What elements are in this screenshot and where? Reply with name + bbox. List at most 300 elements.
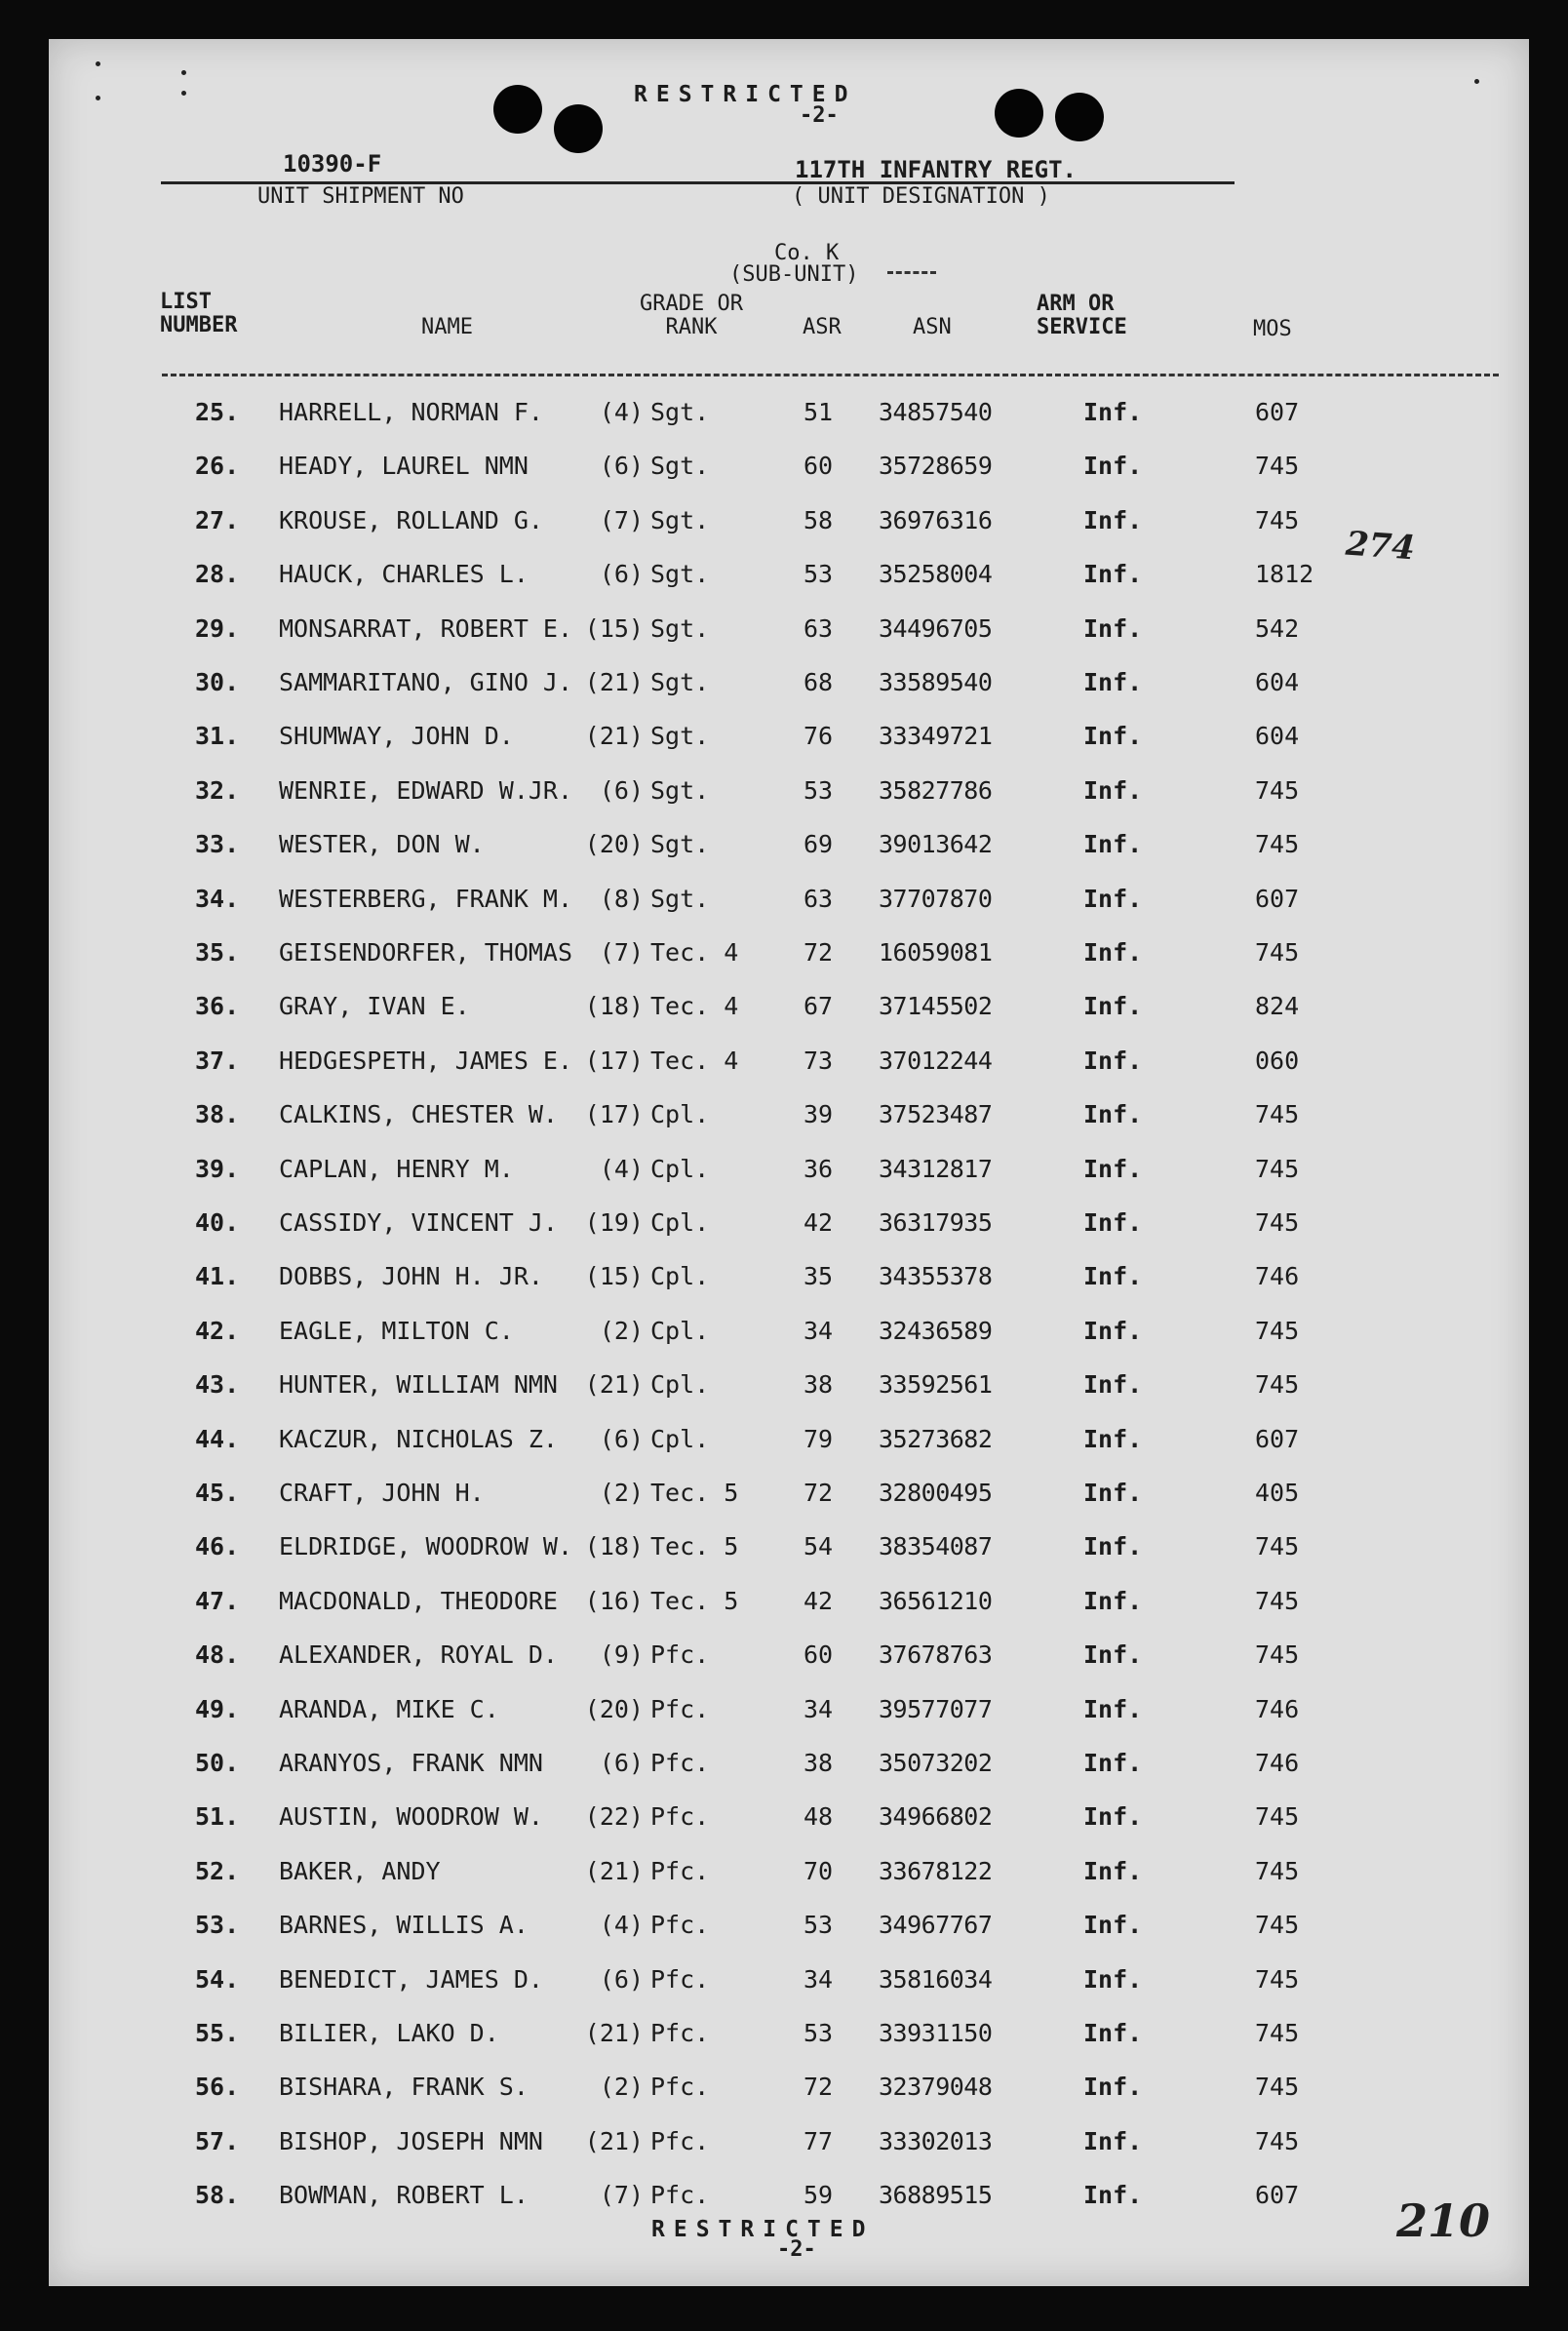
army-serial-number: 35273682 [879,1424,993,1453]
army-serial-number: 35827786 [879,775,993,805]
army-serial-number: 35816034 [879,1964,993,1994]
roster-code: (21) [584,1856,644,1885]
speck [96,96,100,100]
soldier-name: WESTER, DON W. [279,830,485,859]
army-serial-number: 38354087 [879,1532,993,1561]
grade-rank: Cpl. [650,1100,710,1129]
asr-score: 79 [804,1424,834,1453]
roster-code: (16) [584,1586,644,1615]
mos-code: 824 [1255,992,1300,1021]
soldier-name: BISHOP, JOSEPH NMN [279,2126,543,2155]
list-number: 52. [195,1856,240,1885]
table-row [49,2073,1529,2126]
arm-service: Inf. [1083,1586,1143,1615]
table-row [49,1155,1529,1208]
army-serial-number: 35258004 [879,560,993,589]
roster-code: (18) [584,1532,644,1561]
asr-score: 77 [804,2126,834,2155]
army-serial-number: 32800495 [879,1479,993,1507]
punch-hole-left-2 [554,104,603,153]
soldier-name: BARNES, WILLIS A. [279,1911,529,1940]
grade-rank: Pfc. [650,1640,710,1670]
asr-score: 51 [804,398,834,426]
roster-code: (21) [584,2126,644,2155]
soldier-name: CASSIDY, VINCENT J. [279,1208,558,1237]
soldier-name: AUSTIN, WOODROW W. [279,1802,543,1832]
mos-code: 745 [1255,775,1300,805]
table-row [49,1047,1529,1100]
arm-service: Inf. [1083,1262,1143,1291]
mos-code: 607 [1255,1424,1300,1453]
grade-rank: Sgt. [650,884,710,913]
grade-rank: Pfc. [650,1856,710,1885]
grade-rank: Tec. 5 [650,1586,739,1615]
margin-note: 274 [1344,524,1417,569]
list-number: 47. [195,1586,240,1615]
arm-service: Inf. [1083,2019,1143,2047]
arm-service: Inf. [1083,1640,1143,1670]
table-row [49,1695,1529,1749]
table-row [49,1425,1529,1479]
grade-rank: Pfc. [650,2181,710,2210]
asr-score: 54 [804,1532,834,1561]
grade-rank: Sgt. [650,505,710,534]
mos-code: 405 [1255,1479,1300,1507]
army-serial-number: 34967767 [879,1911,993,1940]
asr-score: 63 [804,613,834,643]
asr-score: 42 [804,1586,834,1615]
list-number: 27. [195,505,240,534]
soldier-name: WESTERBERG, FRANK M. [279,884,573,913]
roster-code: (20) [584,1694,644,1723]
list-number: 39. [195,1154,240,1183]
roster-code: (2) [599,1316,644,1345]
grade-rank: Pfc. [650,1911,710,1940]
army-serial-number: 37707870 [879,884,993,913]
mos-code: 745 [1255,938,1300,967]
grade-rank: Pfc. [650,1749,710,1777]
mos-code: 745 [1255,1911,1300,1940]
list-number: 37. [195,1046,240,1075]
army-serial-number: 34496705 [879,613,993,643]
arm-service: Inf. [1083,1802,1143,1832]
roster-code: (6) [599,1964,644,1994]
table-row [49,992,1529,1046]
army-serial-number: 36317935 [879,1208,993,1237]
table-row [49,1532,1529,1586]
grade-rank: Tec. 4 [650,1046,739,1075]
list-number: 45. [195,1479,240,1507]
roster-code: (21) [584,722,644,751]
mos-code: 745 [1255,1802,1300,1832]
roster-code: (2) [599,1479,644,1507]
arm-service: Inf. [1083,722,1143,751]
asr-score: 58 [804,505,834,534]
list-number: 32. [195,775,240,805]
army-serial-number: 36889515 [879,2181,993,2210]
table-row [49,1208,1529,1262]
mos-code: 746 [1255,1694,1300,1723]
mos-code: 745 [1255,2073,1300,2102]
grade-rank: Sgt. [650,560,710,589]
roster-code: (4) [599,398,644,426]
army-serial-number: 33302013 [879,2126,993,2155]
grade-rank: Sgt. [650,775,710,805]
grade-rank: Pfc. [650,1802,710,1832]
army-serial-number: 33589540 [879,668,993,696]
list-number: 38. [195,1100,240,1129]
asr-score: 48 [804,1802,834,1832]
arm-service: Inf. [1083,1749,1143,1777]
list-number: 25. [195,398,240,426]
grade-rank: Cpl. [650,1316,710,1345]
mos-code: 604 [1255,722,1300,751]
grade-rank: Tec. 5 [650,1479,739,1507]
roster-code: (7) [599,505,644,534]
army-serial-number: 39577077 [879,1694,993,1723]
roster-code: (19) [584,1208,644,1237]
asr-score: 38 [804,1749,834,1777]
asr-score: 39 [804,1100,834,1129]
grade-rank: Cpl. [650,1424,710,1453]
list-number: 55. [195,2019,240,2047]
roster-code: (21) [584,2019,644,2047]
arm-service: Inf. [1083,992,1143,1021]
list-number: 43. [195,1370,240,1400]
roster-code: (20) [584,830,644,859]
list-number: 42. [195,1316,240,1345]
roster-code: (9) [599,1640,644,1670]
list-number: 41. [195,1262,240,1291]
asr-score: 67 [804,992,834,1021]
mos-code: 745 [1255,2126,1300,2155]
soldier-name: BILIER, LAKO D. [279,2019,499,2047]
soldier-name: BOWMAN, ROBERT L. [279,2181,529,2210]
roster-code: (6) [599,1424,644,1453]
soldier-name: BISHARA, FRANK S. [279,2073,529,2102]
column-header-grade: GRADE OR RANK [640,292,743,339]
army-serial-number: 32379048 [879,2073,993,2102]
list-number: 57. [195,2126,240,2155]
asr-score: 60 [804,1640,834,1670]
arm-service: Inf. [1083,2073,1143,2102]
roster-code: (15) [584,1262,644,1291]
asr-score: 70 [804,1856,834,1885]
list-number: 30. [195,668,240,696]
soldier-name: SHUMWAY, JOHN D. [279,722,514,751]
speck [181,91,186,96]
grade-rank: Tec. 4 [650,992,739,1021]
grade-rank: Cpl. [650,1262,710,1291]
table-row [49,1749,1529,1802]
table-row [49,1802,1529,1856]
roster-code: (4) [599,1154,644,1183]
column-header-asn: ASN [913,315,952,339]
grade-rank: Sgt. [650,452,710,481]
asr-score: 73 [804,1046,834,1075]
soldier-name: ALEXANDER, ROYAL D. [279,1640,558,1670]
mos-code: 746 [1255,1262,1300,1291]
grade-rank: Pfc. [650,1964,710,1994]
army-serial-number: 34966802 [879,1802,993,1832]
grade-rank: Sgt. [650,830,710,859]
list-number: 53. [195,1911,240,1940]
soldier-name: HEADY, LAUREL NMN [279,452,529,481]
soldier-name: HAUCK, CHARLES L. [279,560,529,589]
corner-note: 210 [1396,2194,1491,2247]
list-number: 33. [195,830,240,859]
asr-score: 34 [804,1694,834,1723]
soldier-name: HUNTER, WILLIAM NMN [279,1370,558,1400]
mos-code: 745 [1255,1316,1300,1345]
restricted-banner-top: RESTRICTED [634,82,857,107]
punch-hole-right-2 [1055,93,1104,141]
mos-code: 745 [1255,1532,1300,1561]
arm-service: Inf. [1083,1208,1143,1237]
mos-code: 745 [1255,1100,1300,1129]
table-row [49,885,1529,938]
army-serial-number: 33931150 [879,2019,993,2047]
arm-service: Inf. [1083,505,1143,534]
arm-service: Inf. [1083,938,1143,967]
army-serial-number: 35073202 [879,1749,993,1777]
roster-code: (22) [584,1802,644,1832]
grade-rank: Sgt. [650,668,710,696]
asr-score: 53 [804,1911,834,1940]
restricted-banner-bottom: RESTRICTED [651,2217,875,2242]
arm-service: Inf. [1083,1100,1143,1129]
grade-rank: Cpl. [650,1154,710,1183]
list-number: 34. [195,884,240,913]
arm-service: Inf. [1083,452,1143,481]
list-number: 51. [195,1802,240,1832]
column-header-list-number: LIST NUMBER [160,290,238,337]
list-number: 49. [195,1694,240,1723]
table-row [49,938,1529,992]
mos-code: 1812 [1255,560,1314,589]
table-row [49,1317,1529,1370]
soldier-name: HEDGESPETH, JAMES E. [279,1046,573,1075]
army-serial-number: 16059081 [879,938,993,967]
soldier-name: MONSARRAT, ROBERT E. [279,613,573,643]
asr-score: 68 [804,668,834,696]
soldier-name: DOBBS, JOHN H. JR. [279,1262,543,1291]
roster-code: (2) [599,2073,644,2102]
army-serial-number: 37012244 [879,1046,993,1075]
mos-code: 542 [1255,613,1300,643]
army-serial-number: 33349721 [879,722,993,751]
table-row [49,1640,1529,1694]
asr-score: 42 [804,1208,834,1237]
table-row [49,830,1529,884]
asr-score: 34 [804,1964,834,1994]
mos-code: 745 [1255,1370,1300,1400]
soldier-name: ARANDA, MIKE C. [279,1694,499,1723]
page-number-bottom: -2- [777,2237,816,2262]
unit-designation: 117TH INFANTRY REGT. [795,156,1077,183]
column-header-asr: ASR [803,315,842,339]
army-serial-number: 37678763 [879,1640,993,1670]
roster-code: (21) [584,668,644,696]
soldier-name: KROUSE, ROLLAND G. [279,505,543,534]
soldier-name: EAGLE, MILTON C. [279,1316,514,1345]
list-number: 28. [195,560,240,589]
soldier-name: HARRELL, NORMAN F. [279,398,543,426]
punch-hole-left-1 [493,85,542,134]
table-row [49,722,1529,775]
list-number: 44. [195,1424,240,1453]
table-row [49,776,1529,830]
list-number: 56. [195,2073,240,2102]
army-serial-number: 34355378 [879,1262,993,1291]
asr-score: 63 [804,884,834,913]
table-row [49,1587,1529,1640]
grade-rank: Pfc. [650,2126,710,2155]
table-row [49,1370,1529,1424]
table-row [49,614,1529,668]
roster-code: (6) [599,775,644,805]
soldier-name: CRAFT, JOHN H. [279,1479,485,1507]
table-row [49,1262,1529,1316]
roster-code: (17) [584,1046,644,1075]
roster-code: (8) [599,884,644,913]
grade-rank: Cpl. [650,1208,710,1237]
soldier-name: SAMMARITANO, GINO J. [279,668,573,696]
table-row [49,1479,1529,1532]
grade-rank: Pfc. [650,1694,710,1723]
table-row [49,452,1529,505]
table-row [49,1857,1529,1911]
arm-service: Inf. [1083,1424,1143,1453]
grade-rank: Sgt. [650,613,710,643]
army-serial-number: 37145502 [879,992,993,1021]
list-number: 26. [195,452,240,481]
list-number: 54. [195,1964,240,1994]
list-number: 48. [195,1640,240,1670]
asr-score: 69 [804,830,834,859]
list-number: 36. [195,992,240,1021]
arm-service: Inf. [1083,1911,1143,1940]
roster-code: (17) [584,1100,644,1129]
soldier-name: ARANYOS, FRANK NMN [279,1749,543,1777]
punch-hole-right-1 [995,89,1043,138]
table-row [49,398,1529,452]
arm-service: Inf. [1083,1694,1143,1723]
asr-score: 38 [804,1370,834,1400]
speck [1474,79,1479,84]
army-serial-number: 36976316 [879,505,993,534]
table-row [49,668,1529,722]
mos-code: 607 [1255,398,1300,426]
arm-service: Inf. [1083,1046,1143,1075]
grade-rank: Tec. 4 [650,938,739,967]
grade-rank: Sgt. [650,398,710,426]
list-number: 29. [195,613,240,643]
army-serial-number: 36561210 [879,1586,993,1615]
roster-code: (21) [584,1370,644,1400]
asr-score: 60 [804,452,834,481]
mos-code: 746 [1255,1749,1300,1777]
table-row [49,2127,1529,2181]
column-header-name: NAME [421,315,473,339]
grade-rank: Cpl. [650,1370,710,1400]
mos-code: 745 [1255,1208,1300,1237]
arm-service: Inf. [1083,1964,1143,1994]
column-header-mos: MOS [1253,317,1292,341]
roster-code: (6) [599,560,644,589]
list-number: 58. [195,2181,240,2210]
army-serial-number: 34857540 [879,398,993,426]
grade-rank: Tec. 5 [650,1532,739,1561]
mos-code: 745 [1255,830,1300,859]
page-number-top: -2- [800,103,839,128]
sub-unit-dash [887,271,936,274]
grade-rank: Sgt. [650,722,710,751]
roster-code: (4) [599,1911,644,1940]
sub-unit-label: (SUB-UNIT) [729,262,859,287]
army-serial-number: 39013642 [879,830,993,859]
header-divider [162,374,1499,376]
company: Co. K [774,241,840,265]
mos-code: 607 [1255,2181,1300,2210]
mos-code: 745 [1255,1586,1300,1615]
arm-service: Inf. [1083,1479,1143,1507]
arm-service: Inf. [1083,884,1143,913]
soldier-name: CAPLAN, HENRY M. [279,1154,514,1183]
roster-code: (15) [584,613,644,643]
soldier-name: ELDRIDGE, WOODROW W. [279,1532,573,1561]
roster-code: (18) [584,992,644,1021]
table-row [49,1911,1529,1964]
list-number: 50. [195,1749,240,1777]
table-row [49,2019,1529,2073]
soldier-name: GEISENDORFER, THOMAS [279,938,573,967]
column-header-arm: ARM OR SERVICE [1037,292,1127,339]
arm-service: Inf. [1083,2126,1143,2155]
arm-service: Inf. [1083,1370,1143,1400]
roster-code: (7) [599,2181,644,2210]
asr-score: 72 [804,938,834,967]
mos-code: 745 [1255,1154,1300,1183]
roster-code: (6) [599,1749,644,1777]
mos-code: 607 [1255,884,1300,913]
asr-score: 53 [804,2019,834,2047]
mos-code: 745 [1255,1964,1300,1994]
asr-score: 53 [804,560,834,589]
soldier-name: BAKER, ANDY [279,1856,441,1885]
arm-service: Inf. [1083,1316,1143,1345]
table-row [49,1100,1529,1154]
soldier-name: KACZUR, NICHOLAS Z. [279,1424,558,1453]
unit-shipment-number: 10390-F [283,150,382,178]
army-serial-number: 33678122 [879,1856,993,1885]
asr-score: 35 [804,1262,834,1291]
asr-score: 76 [804,722,834,751]
asr-score: 34 [804,1316,834,1345]
unit-designation-label: ( UNIT DESIGNATION ) [792,184,1050,209]
table-row [49,560,1529,613]
list-number: 31. [195,722,240,751]
soldier-name: CALKINS, CHESTER W. [279,1100,558,1129]
mos-code: 745 [1255,505,1300,534]
asr-score: 72 [804,1479,834,1507]
list-number: 40. [195,1208,240,1237]
roster-code: (7) [599,938,644,967]
arm-service: Inf. [1083,668,1143,696]
soldier-name: BENEDICT, JAMES D. [279,1964,543,1994]
soldier-name: GRAY, IVAN E. [279,992,470,1021]
arm-service: Inf. [1083,1856,1143,1885]
